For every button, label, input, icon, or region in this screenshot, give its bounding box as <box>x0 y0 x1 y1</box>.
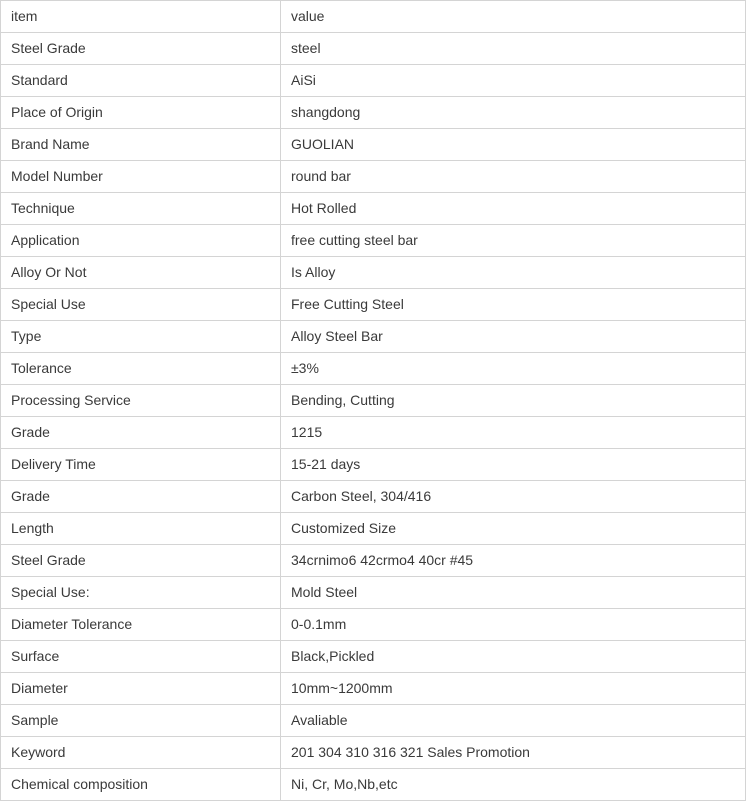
item-cell: Diameter <box>1 673 281 705</box>
item-cell: Tolerance <box>1 353 281 385</box>
item-cell: Diameter Tolerance <box>1 609 281 641</box>
table-row <box>1 161 746 193</box>
table-row <box>1 129 746 161</box>
item-cell: Processing Service <box>1 385 281 417</box>
value-cell: Customized Size <box>281 513 746 545</box>
item-cell: Steel Grade <box>1 33 281 65</box>
spec-table-body <box>1 1 746 801</box>
table-row <box>1 257 746 289</box>
table-row <box>1 385 746 417</box>
item-cell: Special Use <box>1 289 281 321</box>
item-cell: Technique <box>1 193 281 225</box>
table-row <box>1 705 746 737</box>
value-cell: Alloy Steel Bar <box>281 321 746 353</box>
header-item-cell: item <box>1 1 281 33</box>
table-row <box>1 33 746 65</box>
value-cell: Is Alloy <box>281 257 746 289</box>
item-cell: Special Use: <box>1 577 281 609</box>
table-row <box>1 513 746 545</box>
table-row <box>1 577 746 609</box>
value-cell: 1215 <box>281 417 746 449</box>
item-cell: Model Number <box>1 161 281 193</box>
table-row <box>1 673 746 705</box>
item-cell: Application <box>1 225 281 257</box>
table-row <box>1 737 746 769</box>
item-cell: Chemical composition <box>1 769 281 801</box>
value-cell: 0-0.1mm <box>281 609 746 641</box>
value-cell: 15-21 days <box>281 449 746 481</box>
item-cell: Length <box>1 513 281 545</box>
table-row <box>1 449 746 481</box>
table-row <box>1 65 746 97</box>
table-row <box>1 481 746 513</box>
value-cell: steel <box>281 33 746 65</box>
table-row <box>1 289 746 321</box>
value-cell: AiSi <box>281 65 746 97</box>
table-row <box>1 545 746 577</box>
table-row <box>1 97 746 129</box>
value-cell: ±3% <box>281 353 746 385</box>
item-cell: Surface <box>1 641 281 673</box>
item-cell: Delivery Time <box>1 449 281 481</box>
table-row <box>1 193 746 225</box>
header-value-cell: value <box>281 1 746 33</box>
table-row <box>1 417 746 449</box>
item-cell: Sample <box>1 705 281 737</box>
value-cell: free cutting steel bar <box>281 225 746 257</box>
value-cell: 10mm~1200mm <box>281 673 746 705</box>
value-cell: Mold Steel <box>281 577 746 609</box>
table-row <box>1 321 746 353</box>
value-cell: Hot Rolled <box>281 193 746 225</box>
item-cell: Keyword <box>1 737 281 769</box>
value-cell: Free Cutting Steel <box>281 289 746 321</box>
value-cell: Carbon Steel, 304/416 <box>281 481 746 513</box>
value-cell: 34crnimo6 42crmo4 40cr #45 <box>281 545 746 577</box>
table-row <box>1 609 746 641</box>
table-row <box>1 641 746 673</box>
value-cell: GUOLIAN <box>281 129 746 161</box>
value-cell: Black,Pickled <box>281 641 746 673</box>
table-header-row <box>1 1 746 33</box>
item-cell: Grade <box>1 481 281 513</box>
item-cell: Alloy Or Not <box>1 257 281 289</box>
item-cell: Type <box>1 321 281 353</box>
table-row <box>1 769 746 801</box>
value-cell: Bending, Cutting <box>281 385 746 417</box>
table-row <box>1 225 746 257</box>
value-cell: 201 304 310 316 321 Sales Promotion <box>281 737 746 769</box>
item-cell: Place of Origin <box>1 97 281 129</box>
item-cell: Grade <box>1 417 281 449</box>
value-cell: round bar <box>281 161 746 193</box>
item-cell: Brand Name <box>1 129 281 161</box>
value-cell: Ni, Cr, Mo,Nb,etc <box>281 769 746 801</box>
value-cell: shangdong <box>281 97 746 129</box>
value-cell: Avaliable <box>281 705 746 737</box>
item-cell: Steel Grade <box>1 545 281 577</box>
item-cell: Standard <box>1 65 281 97</box>
table-row <box>1 353 746 385</box>
